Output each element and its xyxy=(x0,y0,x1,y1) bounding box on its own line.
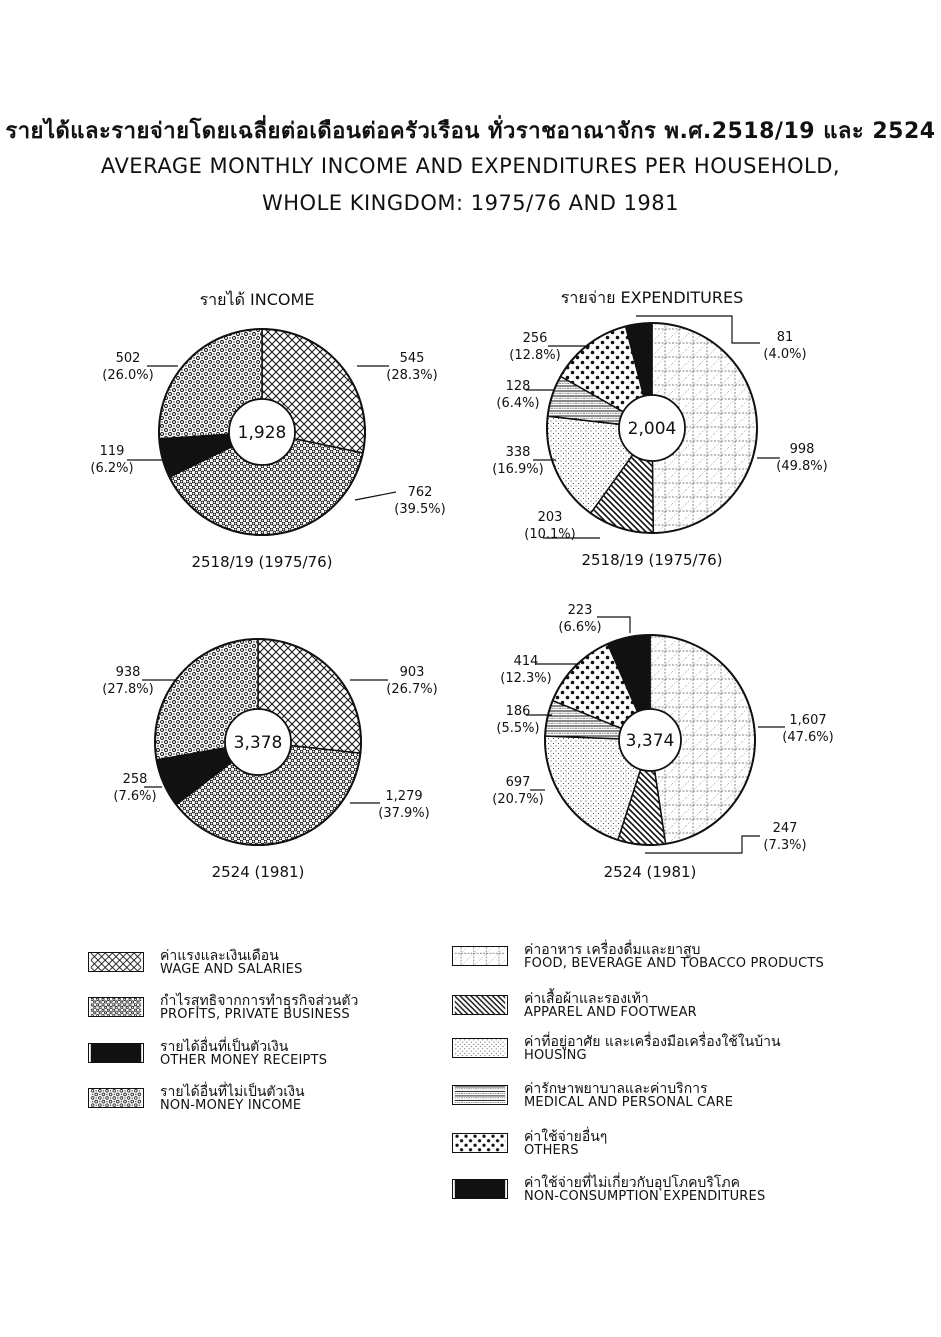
legend-label-thai: รายได้อื่นที่เป็นตัวเงิน xyxy=(160,1039,289,1055)
slice-value-label: 338 xyxy=(505,445,531,460)
slice-value-label: 938 xyxy=(115,665,141,680)
profits-pattern-swatch xyxy=(88,997,144,1017)
slice-percent-label: (20.7%) xyxy=(492,792,544,807)
legend-label-thai: รายได้อื่นที่ไม่เป็นตัวเงิน xyxy=(160,1084,305,1100)
slice-value-label: 247 xyxy=(772,821,798,836)
slice-value-label: 903 xyxy=(399,665,425,680)
legend-label-english: OTHER MONEY RECEIPTS xyxy=(160,1053,328,1068)
wage-pattern-swatch xyxy=(88,952,144,972)
leader-line xyxy=(597,617,630,633)
legend-label-english: NON-CONSUMPTION EXPENDITURES xyxy=(524,1189,766,1204)
pie-total-label: 3,374 xyxy=(625,731,675,751)
legend-label-english: WAGE AND SALARIES xyxy=(160,962,303,977)
income-pie-1975 xyxy=(90,329,445,571)
slice-percent-label: (37.9%) xyxy=(378,806,430,821)
legend-label-thai: ค่ารักษาพยาบาลและค่าบริการ xyxy=(524,1081,708,1097)
title-english-line1: AVERAGE MONTHLY INCOME AND EXPENDITURES PER HOUSEHOLD, xyxy=(100,154,841,178)
others-pattern-swatch xyxy=(452,1133,508,1153)
pie-total-label: 2,004 xyxy=(627,419,677,439)
slice-percent-label: (16.9%) xyxy=(492,462,544,477)
title-thai: รายได้และรายจ่ายโดยเฉลี่ยต่อเดือนต่อครัวเรือน ทั่วราชอาณาจักร พ.ศ.2518/19 และ 2524 xyxy=(5,119,936,144)
slice-value-label: 1,279 xyxy=(385,789,423,804)
legend-label-english: NON-MONEY INCOME xyxy=(160,1098,302,1113)
pie-caption: 2518/19 (1975/76) xyxy=(191,553,333,571)
slice-percent-label: (49.8%) xyxy=(776,459,828,474)
slice-percent-label: (27.8%) xyxy=(102,682,154,697)
slice-value-label: 119 xyxy=(99,444,125,459)
slice-percent-label: (26.7%) xyxy=(386,682,438,697)
expenditures-pie-1975 xyxy=(492,316,827,569)
legend-label-thai: ค่าอาหาร เครื่องดื่มและยาสูบ xyxy=(524,942,701,958)
slice-value-label: 258 xyxy=(122,772,148,787)
slice-value-label: 502 xyxy=(115,351,141,366)
food-pattern-swatch xyxy=(452,946,508,966)
slice-value-label: 223 xyxy=(567,603,593,618)
slice-percent-label: (4.0%) xyxy=(763,347,807,362)
slice-value-label: 697 xyxy=(505,775,531,790)
legend-label-thai: ค่าที่อยู่อาศัย และเครื่องมือเครื่องใช้ในบ้าน xyxy=(524,1034,781,1050)
legend-label-thai: ค่าแรงและเงินเดือน xyxy=(160,948,279,964)
slice-value-label: 545 xyxy=(399,351,425,366)
slice-value-label: 998 xyxy=(789,442,815,457)
expenditures-legend xyxy=(452,940,922,1220)
slice-percent-label: (39.5%) xyxy=(394,502,446,517)
slice-percent-label: (47.6%) xyxy=(782,730,834,745)
slice-percent-label: (6.6%) xyxy=(558,620,602,635)
legend-label-english: OTHERS xyxy=(524,1143,579,1158)
slice-percent-label: (6.4%) xyxy=(496,396,540,411)
non-money-pattern-swatch xyxy=(88,1088,144,1108)
pie-total-label: 1,928 xyxy=(237,423,287,443)
pie-caption: 2524 (1981) xyxy=(603,863,697,881)
income-column-header: รายได้ INCOME xyxy=(199,290,315,309)
non-consumption-pattern-swatch xyxy=(452,1179,508,1199)
slice-percent-label: (28.3%) xyxy=(386,368,438,383)
housing-pattern-swatch xyxy=(452,1038,508,1058)
legend-label-english: FOOD, BEVERAGE AND TOBACCO PRODUCTS xyxy=(524,956,824,971)
slice-percent-label: (12.3%) xyxy=(500,671,552,686)
slice-value-label: 256 xyxy=(522,331,548,346)
slice-percent-label: (12.8%) xyxy=(509,348,561,363)
slice-value-label: 414 xyxy=(513,654,539,669)
pie-total-label: 3,378 xyxy=(233,733,283,753)
apparel-pattern-swatch xyxy=(452,995,508,1015)
slice-percent-label: (6.2%) xyxy=(90,461,134,476)
legend-label-thai: กำไรสุทธิจากการทำธุรกิจส่วนตัว xyxy=(160,993,359,1009)
slice-value-label: 128 xyxy=(505,379,531,394)
expenditures-pie-1981 xyxy=(492,603,833,881)
slice-value-label: 81 xyxy=(776,330,794,345)
legend-label-english: PROFITS, PRIVATE BUSINESS xyxy=(160,1007,350,1022)
slice-percent-label: (5.5%) xyxy=(496,721,540,736)
slice-percent-label: (7.3%) xyxy=(763,838,807,853)
slice-percent-label: (7.6%) xyxy=(113,789,157,804)
legend-label-english: HOUSING xyxy=(524,1048,587,1063)
expenditures-column-header: รายจ่าย EXPENDITURES xyxy=(560,288,744,307)
legend-label-thai: ค่าเสื้อผ้าและรองเท้า xyxy=(524,991,649,1007)
slice-value-label: 1,607 xyxy=(789,713,827,728)
income-legend xyxy=(88,946,448,1136)
slice-value-label: 203 xyxy=(537,510,563,525)
slice-value-label: 186 xyxy=(505,704,531,719)
slice-percent-label: (10.1%) xyxy=(524,527,576,542)
slice-value-label: 762 xyxy=(407,485,433,500)
pie-caption: 2518/19 (1975/76) xyxy=(581,551,723,569)
slice-percent-label: (26.0%) xyxy=(102,368,154,383)
medical-pattern-swatch xyxy=(452,1085,508,1105)
other-money-pattern-swatch xyxy=(88,1043,144,1063)
income-pie-1981 xyxy=(102,639,437,881)
leader-line xyxy=(355,492,396,500)
legend-label-thai: ค่าใช้จ่ายอื่นๆ xyxy=(524,1129,608,1145)
legend-label-english: APPAREL AND FOOTWEAR xyxy=(524,1005,697,1020)
legend-label-thai: ค่าใช้จ่ายที่ไม่เกี่ยวกับอุปโภคบริโภค xyxy=(524,1175,740,1191)
title-english-line2: WHOLE KINGDOM: 1975/76 AND 1981 xyxy=(261,191,680,215)
pie-caption: 2524 (1981) xyxy=(211,863,305,881)
legend-label-english: MEDICAL AND PERSONAL CARE xyxy=(524,1095,734,1110)
